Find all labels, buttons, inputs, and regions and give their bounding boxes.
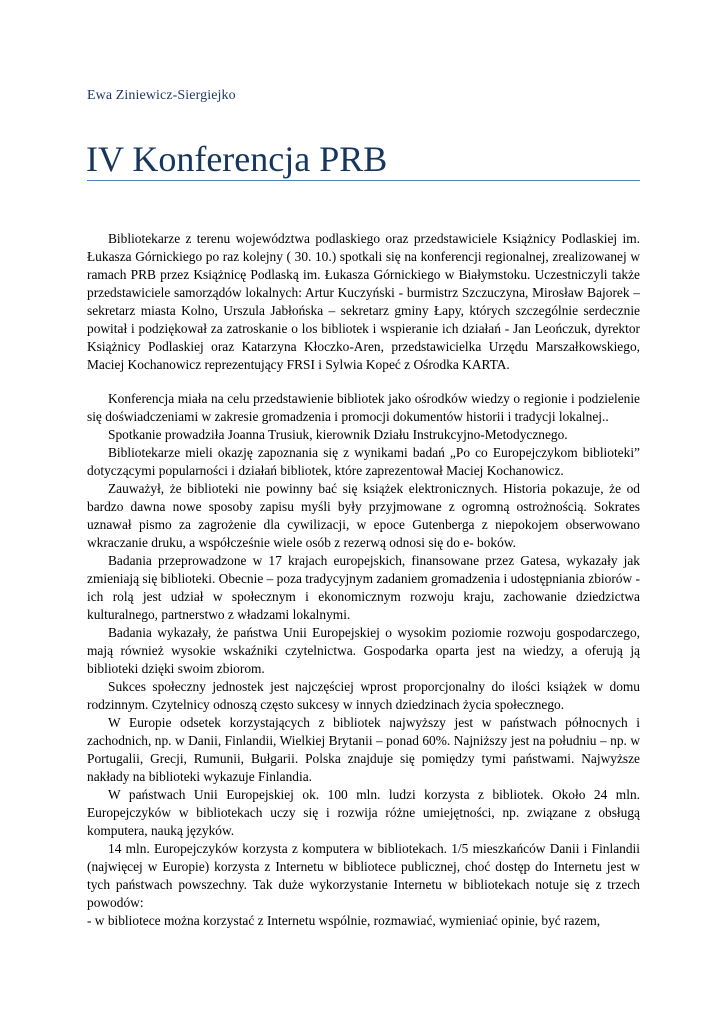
- paragraph: Zauważył, że biblioteki nie powinny bać się książek elektronicznych. Historia pokazuje, że od bardzo dawna nowe sposoby zapisu myśli były przyjmowane z ogromną ostrożnością. Sokrates uznawał pismo za zagrożenie dla cywilizacji, w epoce Gutenberga z niepokojem obserwowano wkraczanie druku, a współcześnie wiele osób z rezerwą odnosi się do e- boków.: [87, 481, 640, 550]
- paragraph: Sukces społeczny jednostek jest najczęściej wprost proporcjonalny do ilości książek w domu rodzinnym. Czytelnicy odnoszą często sukcesy w innych dziedzinach życia społecznego.: [87, 679, 640, 712]
- paragraph: Bibliotekarze z terenu województwa podlaskiego oraz przedstawiciele Książnicy Podlaskiej im. Łukasza Górnickiego po raz kolejny ( 30. 10.) spotkali się na konferencji regionalnej, zrealizowanej w ramach PRB przez Książnicę Podlaską im. Łukasza Górnickiego w Białymstoku. Uczestniczyli także przedstawiciele samorządów lokalnych: Artur Kuczyński - burmistrz Szczuczyna, Mirosław Bajorek – sekretarz miasta Kolno, Urszula Jabłońska – sekretarz gminy Łapy, których szczególnie serdecznie powitał i podziękował za zatroskanie o los bibliotek i wspieranie ich działań - Jan Leończuk, dyrektor Książnicy Podlaskiej oraz Katarzyna Kłoczko-Aren, przedstawicielka Urzędu Marszałkowskiego, Maciej Kochanowicz reprezentujący FRSI i Sylwia Kopeć z Ośrodka KARTA.: [87, 231, 640, 372]
- paragraph: W państwach Unii Europejskiej ok. 100 mln. ludzi korzysta z bibliotek. Około 24 mln. Europejczyków w bibliotekach uczy się i rozwija różne umiejętności, np. związane z obsługą komputera, nauką języków.: [87, 787, 640, 838]
- paragraph: Spotkanie prowadziła Joanna Trusiuk, kierownik Działu Instrukcyjno-Metodycznego.: [108, 427, 568, 442]
- page-title: IV Konferencja PRB: [86, 139, 388, 179]
- paragraph: 14 mln. Europejczyków korzysta z komputera w bibliotekach. 1/5 mieszkańców Danii i Finlandii (najwięcej w Europie) korzysta z Internetu w bibliotece publicznej, choć dostęp do Internetu jest w tych państwach powszechny. Tak duże wykorzystanie Internetu w bibliotekach notuje się z trzech powodów:: [87, 841, 640, 910]
- list-item: - w bibliotece można korzystać z Internetu wspólnie, rozmawiać, wymieniać opinie, być razem,: [87, 913, 601, 928]
- title-underline: [87, 180, 640, 181]
- paragraph: Bibliotekarze mieli okazję zapoznania się z wynikami badań „Po co Europejczykom biblioteki” dotyczącymi popularności i działań bibliotek, które zaprezentował Maciej Kochanowicz.: [87, 445, 640, 478]
- author-name: Ewa Ziniewicz-Siergiejko: [87, 88, 236, 103]
- paragraph: Konferencja miała na celu przedstawienie bibliotek jako ośrodków wiedzy o regionie i podzielenie się doświadczeniami w zakresie gromadzenia i promocji dokumentów historii i tradycji lokalnej..: [87, 391, 640, 424]
- paragraph: W Europie odsetek korzystających z bibliotek najwyższy jest w państwach północnych i zachodnich, np. w Danii, Finlandii, Wielkiej Brytanii – ponad 60%. Najniższy jest na południu – np. w Portugalii, Grecji, Rumunii, Bułgarii. Polska znajduje się pomiędzy tymi państwami. Najwyższe nakłady na biblioteki wykazuje Finlandia.: [87, 715, 640, 784]
- article-body: [87, 230, 640, 930]
- paragraph: Badania przeprowadzone w 17 krajach europejskich, finansowane przez Gatesa, wykazały jak zmieniają się biblioteki. Obecnie – poza tradycyjnym zadaniem gromadzenia i udostępniania zbiorów - ich rolą jest udział w społecznym i ekonomicznym rozwoju kraju, zachowanie dziedzictwa kulturalnego, partnerstwo z władzami lokalnymi.: [87, 553, 640, 622]
- paragraph: Badania wykazały, że państwa Unii Europejskiej o wysokim poziomie rozwoju gospodarczego, mają również wysokie wskaźniki czytelnictwa. Gospodarka oparta jest na wiedzy, a oferują ją biblioteki dzięki swoim zbiorom.: [87, 625, 640, 676]
